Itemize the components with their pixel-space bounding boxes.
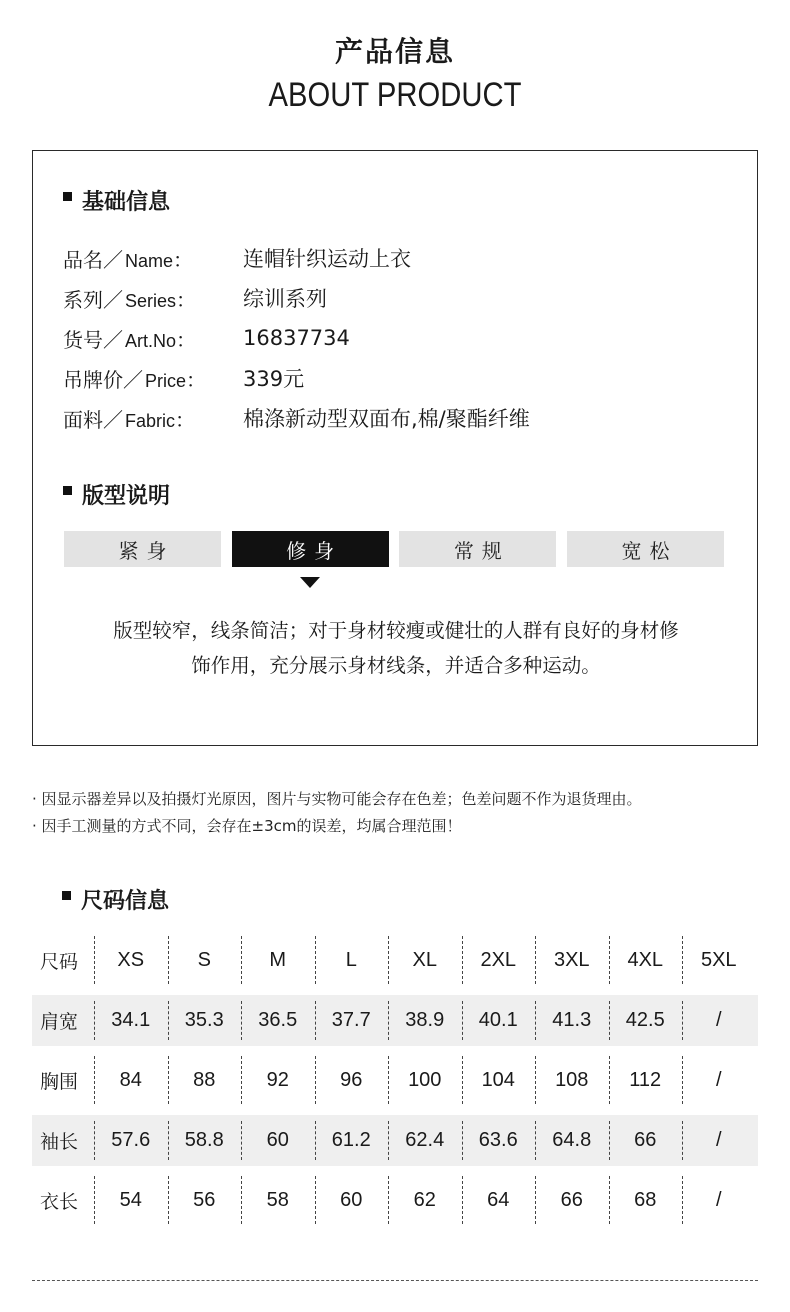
info-value: 16837734 (243, 326, 350, 350)
size-cell: 57.6 (94, 1115, 168, 1166)
size-row-label: 胸围 (40, 1070, 79, 1093)
product-info-panel (32, 150, 758, 746)
size-row-label: 衣长 (40, 1190, 79, 1213)
info-label-cn: 货号／ (63, 327, 123, 352)
square-bullet-icon (63, 192, 72, 201)
size-cell: 40.1 (462, 995, 536, 1046)
size-row-label: 袖长 (40, 1130, 79, 1153)
size-cell: 96 (315, 1050, 389, 1110)
fit-option-loose: 宽松 (567, 531, 724, 567)
size-cell: / (682, 1050, 756, 1110)
info-row-art-no (63, 323, 350, 353)
size-cell: / (682, 1115, 756, 1166)
info-value: 棉涤新动型双面布,棉/聚酯纤维 (243, 407, 530, 431)
size-cell: 84 (94, 1050, 168, 1110)
square-bullet-icon (62, 891, 71, 900)
square-bullet-icon (63, 486, 72, 495)
info-label-en: Fabric (125, 410, 176, 431)
size-cell: 62.4 (388, 1115, 462, 1166)
size-row-chest (32, 1050, 758, 1110)
info-value: 综训系列 (243, 287, 327, 311)
fit-description-line: 饰作用，充分展示身材线条，并适合多种运动。 (191, 654, 601, 677)
note-color-difference: · 因显示器差异以及拍摄灯光原因，图片与实物可能会存在色差；色差问题不作为退货理由。 (32, 790, 642, 808)
size-cell: 64.8 (535, 1115, 609, 1166)
info-label-colon: ： (176, 287, 197, 312)
page-title: 产品信息 (334, 35, 455, 68)
size-cell: 37.7 (315, 995, 389, 1046)
size-cell: 36.5 (241, 995, 315, 1046)
size-row-shoulder (32, 995, 758, 1046)
info-row-price (63, 363, 304, 393)
info-label-en: Art.No (125, 330, 177, 351)
size-cell: 100 (388, 1050, 462, 1110)
size-cell: 88 (168, 1050, 242, 1110)
fit-indicator-arrow-icon (300, 577, 320, 588)
info-label-cn: 面料／ (63, 407, 123, 432)
size-row-sleeve (32, 1115, 758, 1166)
info-label-colon: ： (186, 367, 207, 392)
size-cell: 92 (241, 1050, 315, 1110)
size-cell: 60 (241, 1115, 315, 1166)
size-col-header: 2XL (462, 930, 536, 990)
size-cell: / (682, 1170, 756, 1230)
info-value: 339元 (243, 367, 305, 391)
fit-heading-text: 版型说明 (82, 484, 171, 509)
size-cell: 56 (168, 1170, 242, 1230)
size-cell: 54 (94, 1170, 168, 1230)
info-label-colon: ： (176, 327, 197, 352)
fit-option-tight: 紧身 (64, 531, 221, 567)
size-cell: 66 (609, 1115, 683, 1166)
info-row-series (63, 283, 327, 313)
size-info-heading (62, 884, 169, 915)
size-cell: 66 (535, 1170, 609, 1230)
info-label-en: Series (125, 290, 177, 311)
size-cell: 62 (388, 1170, 462, 1230)
info-label-cn: 系列／ (63, 287, 123, 312)
size-cell: 38.9 (388, 995, 462, 1046)
size-cell: 68 (609, 1170, 683, 1230)
bottom-divider (32, 1280, 758, 1281)
size-cell: 63.6 (462, 1115, 536, 1166)
note-measurement-error: · 因手工测量的方式不同，会存在±3cm的误差，均属合理范围！ (32, 817, 462, 835)
size-row-length (32, 1170, 758, 1230)
size-col-header: S (168, 930, 242, 990)
size-info-heading-text: 尺码信息 (81, 889, 170, 914)
info-label-colon: ： (175, 407, 196, 432)
size-header-label: 尺码 (40, 950, 79, 973)
info-label-cn: 品名／ (63, 247, 123, 272)
basic-info-heading (63, 185, 170, 216)
disclaimer-notes (32, 786, 772, 840)
size-col-header: 5XL (682, 930, 756, 990)
size-col-header: 3XL (535, 930, 609, 990)
basic-info-heading-text: 基础信息 (82, 190, 171, 215)
fit-heading (63, 479, 170, 510)
size-cell: 112 (609, 1050, 683, 1110)
size-cell: 35.3 (168, 995, 242, 1046)
size-cell: 108 (535, 1050, 609, 1110)
info-label-en: Name (125, 250, 174, 271)
size-cell: 60 (315, 1170, 389, 1230)
size-cell: 42.5 (609, 995, 683, 1046)
size-col-header: XL (388, 930, 462, 990)
size-cell: 58 (241, 1170, 315, 1230)
size-cell: 41.3 (535, 995, 609, 1046)
size-cell: 34.1 (94, 995, 168, 1046)
fit-description (33, 613, 759, 683)
size-col-header: M (241, 930, 315, 990)
fit-option-slim: 修身 (232, 531, 389, 567)
page-subtitle: ABOUT PRODUCT (268, 76, 522, 114)
fit-scale (64, 531, 724, 567)
fit-option-regular: 常规 (399, 531, 556, 567)
size-cell: 64 (462, 1170, 536, 1230)
size-header-row (32, 930, 758, 990)
info-row-name (63, 243, 411, 273)
size-cell: 61.2 (315, 1115, 389, 1166)
info-value: 连帽针织运动上衣 (243, 247, 411, 271)
info-label-colon: ： (173, 247, 194, 272)
info-label-cn: 吊牌价／ (63, 367, 143, 392)
info-label-en: Price (145, 370, 187, 391)
size-cell: 104 (462, 1050, 536, 1110)
size-col-header: 4XL (609, 930, 683, 990)
size-cell: / (682, 995, 756, 1046)
size-cell: 58.8 (168, 1115, 242, 1166)
size-row-label: 肩宽 (40, 1010, 79, 1033)
size-col-header: L (315, 930, 389, 990)
size-table (32, 930, 758, 1230)
info-row-fabric (63, 403, 530, 433)
fit-description-line: 版型较窄，线条简洁；对于身材较瘦或健壮的人群有良好的身材修 (113, 619, 679, 642)
size-col-header: XS (94, 930, 168, 990)
